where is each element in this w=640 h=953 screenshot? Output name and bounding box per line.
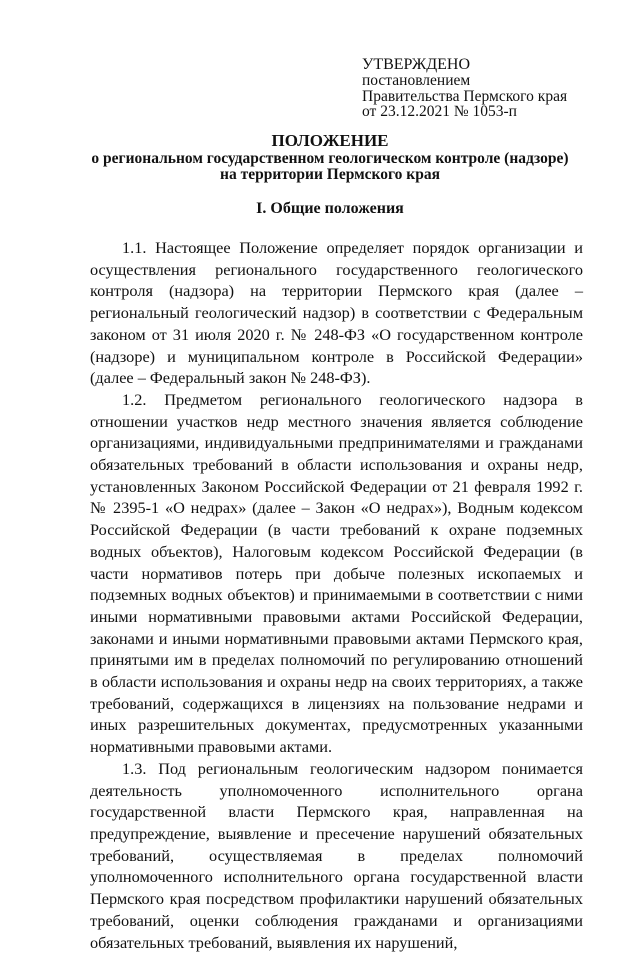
document-title: ПОЛОЖЕНИЕ (271, 131, 389, 150)
document-subtitle: о региональном государственном геологическом контроле (надзоре) (91, 150, 569, 167)
approval-heading: УТВЕРЖДЕНО (362, 56, 471, 73)
approval-stamp (362, 56, 602, 120)
approval-line: постановлением (362, 72, 471, 89)
paragraph: 1.3. Под региональным геологическим надзором понимается деятельность уполномоченного исполнительного органа государственной власти Пермского края, направленная на предупреждение, выявление и пресечение нарушений обязательных требований, осуществляемая в пределах полномочий уполномоченного исполнительного органа государственной власти Пермского края посредством профилактики нарушений обязательных требований, оценки соблюдения гражданами и организациями обязательных требований, выявления их нарушений, (90, 758, 583, 952)
document-subtitle: на территории Пермского края (220, 166, 440, 183)
document-body (90, 237, 583, 953)
paragraph: 1.2. Предметом регионального геологического надзора в отношении участков недр местного значения является соблюдение организациями, индивидуальными предпринимателями и гражданами обязательных требований в области использования и охраны недр, установленных Законом Российской Федерации от 21 февраля 1992 г. № 2395-1 «О недрах» (далее – Закон «О недрах»), Водным кодексом Российской Федерации (в части требований к охране подземных водных объектов), Налоговым кодексом Российской Федерации (в части нормативов потерь при добыче полезных ископаемых и подземных водных объектов) и принимаемыми в соответствии с ними иными нормативными правовыми актами Российской Федерации, законами и иными нормативными правовыми актами Пермского края, принятыми им в пределах полномочий по регулированию отношений в области использования и охраны недр на своих территориях, а также требований, содержащихся в лицензиях на пользование недрами и иных разрешительных документах, предусмотренных указанными нормативными правовыми актами. (90, 389, 583, 757)
approval-line: Правительства Пермского края (362, 87, 568, 105)
paragraph: 1.1. Настоящее Положение определяет порядок организации и осуществления регионального государственного геологического контроля (надзора) на территории Пермского края (далее – региональный геологический надзор) в соответствии с Федеральным законом от 31 июля 2020 г. № 248-ФЗ «О государственном контроле (надзоре) и муниципальном контроле в Российской Федерации» (далее – Федеральный закон № 248-ФЗ). (90, 238, 583, 388)
section-heading: I. Общие положения (256, 200, 404, 217)
document-title-block (60, 131, 600, 183)
approval-date-number: от 23.12.2021 № 1053-п (362, 103, 517, 120)
